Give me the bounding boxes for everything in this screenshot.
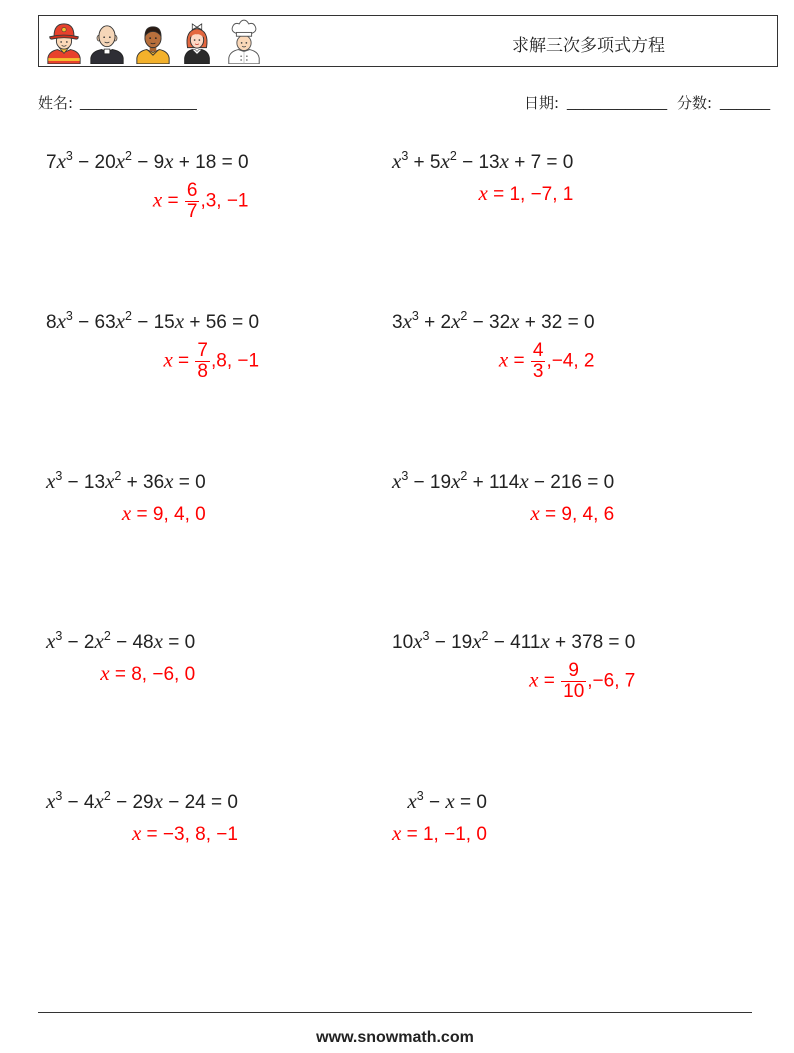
exponent: 3 bbox=[55, 469, 63, 483]
exponent: 2 bbox=[124, 149, 132, 163]
variable-x: x bbox=[498, 347, 509, 372]
fraction-numerator: 6 bbox=[186, 180, 198, 201]
math-text: + 32 = 0 bbox=[519, 312, 595, 333]
math-text: ,3, −1 bbox=[200, 190, 249, 212]
math-text: = bbox=[508, 350, 530, 372]
math-text: + 7 = 0 bbox=[508, 152, 574, 173]
answer bbox=[392, 501, 614, 527]
variable-x: x bbox=[510, 309, 520, 333]
math-text: − 24 = 0 bbox=[162, 792, 238, 813]
math-text: − 13 bbox=[456, 152, 500, 173]
variable-x: x bbox=[56, 309, 66, 333]
variable-x: x bbox=[530, 501, 540, 525]
variable-x: x bbox=[499, 149, 509, 173]
exponent: 3 bbox=[422, 629, 430, 643]
math-text: 10 bbox=[392, 632, 414, 653]
math-text: + 36 bbox=[121, 472, 165, 493]
math-text: + 18 = 0 bbox=[173, 152, 249, 173]
website-url-text: www.snowmath.com bbox=[316, 1029, 474, 1046]
variable-x: x bbox=[392, 821, 402, 845]
answer bbox=[46, 181, 249, 222]
variable-x: x bbox=[540, 629, 550, 653]
math-text: = 0 bbox=[454, 792, 487, 813]
variable-x: x bbox=[174, 309, 185, 333]
exponent: 3 bbox=[416, 789, 424, 803]
math-text: − 19 bbox=[408, 472, 452, 493]
variable-x: x bbox=[392, 149, 402, 173]
answer bbox=[46, 661, 195, 687]
variable-x: x bbox=[46, 469, 56, 493]
equation bbox=[46, 309, 259, 335]
variable-x: x bbox=[153, 789, 163, 813]
variable-x: x bbox=[152, 187, 163, 212]
math-text: = bbox=[162, 190, 184, 212]
math-text: − 216 = 0 bbox=[528, 472, 615, 493]
equation bbox=[392, 149, 573, 175]
variable-x: x bbox=[56, 149, 66, 173]
variable-x: x bbox=[529, 667, 539, 692]
math-text: − 2 bbox=[62, 632, 95, 653]
problem-item bbox=[46, 789, 238, 847]
fraction-denominator: 7 bbox=[186, 201, 198, 222]
fraction bbox=[531, 341, 546, 382]
math-text: − 20 bbox=[72, 152, 116, 173]
variable-x: x bbox=[105, 469, 115, 493]
variable-x: x bbox=[164, 469, 174, 493]
exponent: 2 bbox=[481, 629, 489, 643]
variable-x: x bbox=[402, 309, 412, 333]
math-text: = 1, −1, 0 bbox=[401, 824, 487, 845]
problem-item bbox=[46, 309, 259, 382]
math-text: − 411 bbox=[488, 632, 541, 653]
math-text: = 1, −7, 1 bbox=[487, 184, 574, 205]
math-text: ,−4, 2 bbox=[546, 350, 595, 372]
exponent: 2 bbox=[449, 149, 457, 163]
math-text: = 8, −6, 0 bbox=[109, 664, 196, 685]
equation bbox=[392, 789, 487, 815]
exponent: 3 bbox=[401, 149, 409, 163]
variable-x: x bbox=[153, 629, 163, 653]
fraction-numerator: 4 bbox=[532, 340, 544, 361]
math-text: 7 bbox=[46, 152, 57, 173]
math-text: = 9, 4, 6 bbox=[539, 504, 615, 525]
math-text: + 56 = 0 bbox=[184, 312, 260, 333]
math-text: − 19 bbox=[429, 632, 473, 653]
worksheet-title: 求解三次多项式方程 bbox=[512, 36, 665, 56]
exponent: 3 bbox=[411, 309, 419, 323]
problem-item bbox=[46, 149, 249, 222]
variable-x: x bbox=[46, 789, 56, 813]
variable-x: x bbox=[100, 661, 110, 685]
math-text: = −3, 8, −1 bbox=[141, 824, 238, 845]
variable-x: x bbox=[413, 629, 423, 653]
math-text: = bbox=[538, 670, 561, 692]
math-text: = bbox=[172, 350, 195, 372]
math-text: 3 bbox=[392, 312, 403, 333]
fraction bbox=[195, 341, 210, 382]
variable-x: x bbox=[478, 181, 488, 205]
math-text: − bbox=[423, 792, 446, 813]
fraction-denominator: 10 bbox=[563, 681, 585, 702]
math-text: = 0 bbox=[162, 632, 196, 653]
score-label: 分数: bbox=[677, 94, 713, 112]
equation bbox=[392, 469, 614, 495]
exponent: 2 bbox=[124, 309, 132, 323]
variable-x: x bbox=[46, 629, 56, 653]
fraction-numerator: 9 bbox=[568, 660, 579, 681]
variable-x: x bbox=[94, 789, 104, 813]
exponent: 3 bbox=[65, 309, 73, 323]
variable-x: x bbox=[163, 347, 173, 372]
exponent: 2 bbox=[460, 469, 468, 483]
math-text: − 32 bbox=[467, 312, 511, 333]
variable-x: x bbox=[392, 469, 402, 493]
exponent: 3 bbox=[401, 469, 409, 483]
math-text: + 114 bbox=[467, 472, 520, 493]
variable-x: x bbox=[115, 309, 125, 333]
equation bbox=[46, 149, 249, 175]
footer-divider bbox=[38, 1012, 752, 1013]
answer bbox=[392, 821, 487, 847]
equation bbox=[392, 629, 635, 655]
math-text: − 13 bbox=[62, 472, 106, 493]
answer bbox=[392, 661, 635, 702]
math-text: 8 bbox=[46, 312, 57, 333]
variable-x: x bbox=[472, 629, 482, 653]
math-text: − 29 bbox=[110, 792, 154, 813]
exponent: 2 bbox=[103, 789, 111, 803]
variable-x: x bbox=[407, 789, 417, 813]
math-text: − 9 bbox=[131, 152, 165, 173]
variable-x: x bbox=[131, 821, 142, 845]
variable-x: x bbox=[440, 149, 450, 173]
variable-x: x bbox=[519, 469, 529, 493]
exponent: 2 bbox=[103, 629, 111, 643]
exponent: 3 bbox=[65, 149, 73, 163]
exponent: 2 bbox=[460, 309, 468, 323]
problem-item bbox=[392, 469, 614, 527]
score-blank-line: ______ bbox=[720, 94, 771, 111]
answer bbox=[46, 341, 259, 382]
math-text: − 15 bbox=[131, 312, 175, 333]
fraction-numerator: 7 bbox=[197, 340, 208, 361]
answer bbox=[46, 501, 206, 527]
variable-x: x bbox=[445, 789, 455, 813]
math-text: ,8, −1 bbox=[211, 350, 260, 372]
answer bbox=[392, 181, 573, 207]
math-text: − 48 bbox=[110, 632, 154, 653]
math-text: = 9, 4, 0 bbox=[131, 504, 206, 525]
problem-item bbox=[46, 629, 195, 687]
date-label: 日期: bbox=[524, 94, 560, 112]
problem-item bbox=[392, 149, 573, 207]
variable-x: x bbox=[164, 149, 174, 173]
equation bbox=[46, 469, 206, 495]
exponent: 2 bbox=[114, 469, 122, 483]
fraction bbox=[561, 661, 586, 702]
problem-item bbox=[392, 789, 487, 847]
date-blank-line: ____________ bbox=[567, 94, 668, 111]
math-text: ,−6, 7 bbox=[587, 670, 636, 692]
math-text: − 4 bbox=[62, 792, 95, 813]
math-text: + 5 bbox=[408, 152, 441, 173]
variable-x: x bbox=[115, 149, 125, 173]
name-label: 姓名: bbox=[38, 94, 74, 112]
exponent: 3 bbox=[55, 629, 63, 643]
exponent: 3 bbox=[55, 789, 63, 803]
fraction-denominator: 3 bbox=[532, 361, 544, 382]
variable-x: x bbox=[451, 309, 461, 333]
answer bbox=[392, 341, 595, 382]
fraction bbox=[185, 181, 200, 222]
problem-item bbox=[392, 309, 595, 382]
name-blank-line: ______________ bbox=[80, 94, 197, 111]
fraction-denominator: 8 bbox=[197, 361, 208, 382]
equation bbox=[46, 629, 195, 655]
equation bbox=[46, 789, 238, 815]
problem-item bbox=[392, 629, 635, 702]
variable-x: x bbox=[451, 469, 461, 493]
variable-x: x bbox=[121, 501, 132, 525]
equation bbox=[392, 309, 595, 335]
problem-item bbox=[46, 469, 206, 527]
math-text: + 2 bbox=[418, 312, 452, 333]
math-text: + 378 = 0 bbox=[549, 632, 636, 653]
math-text: = 0 bbox=[173, 472, 206, 493]
answer bbox=[46, 821, 238, 847]
math-text: − 63 bbox=[72, 312, 116, 333]
variable-x: x bbox=[94, 629, 104, 653]
